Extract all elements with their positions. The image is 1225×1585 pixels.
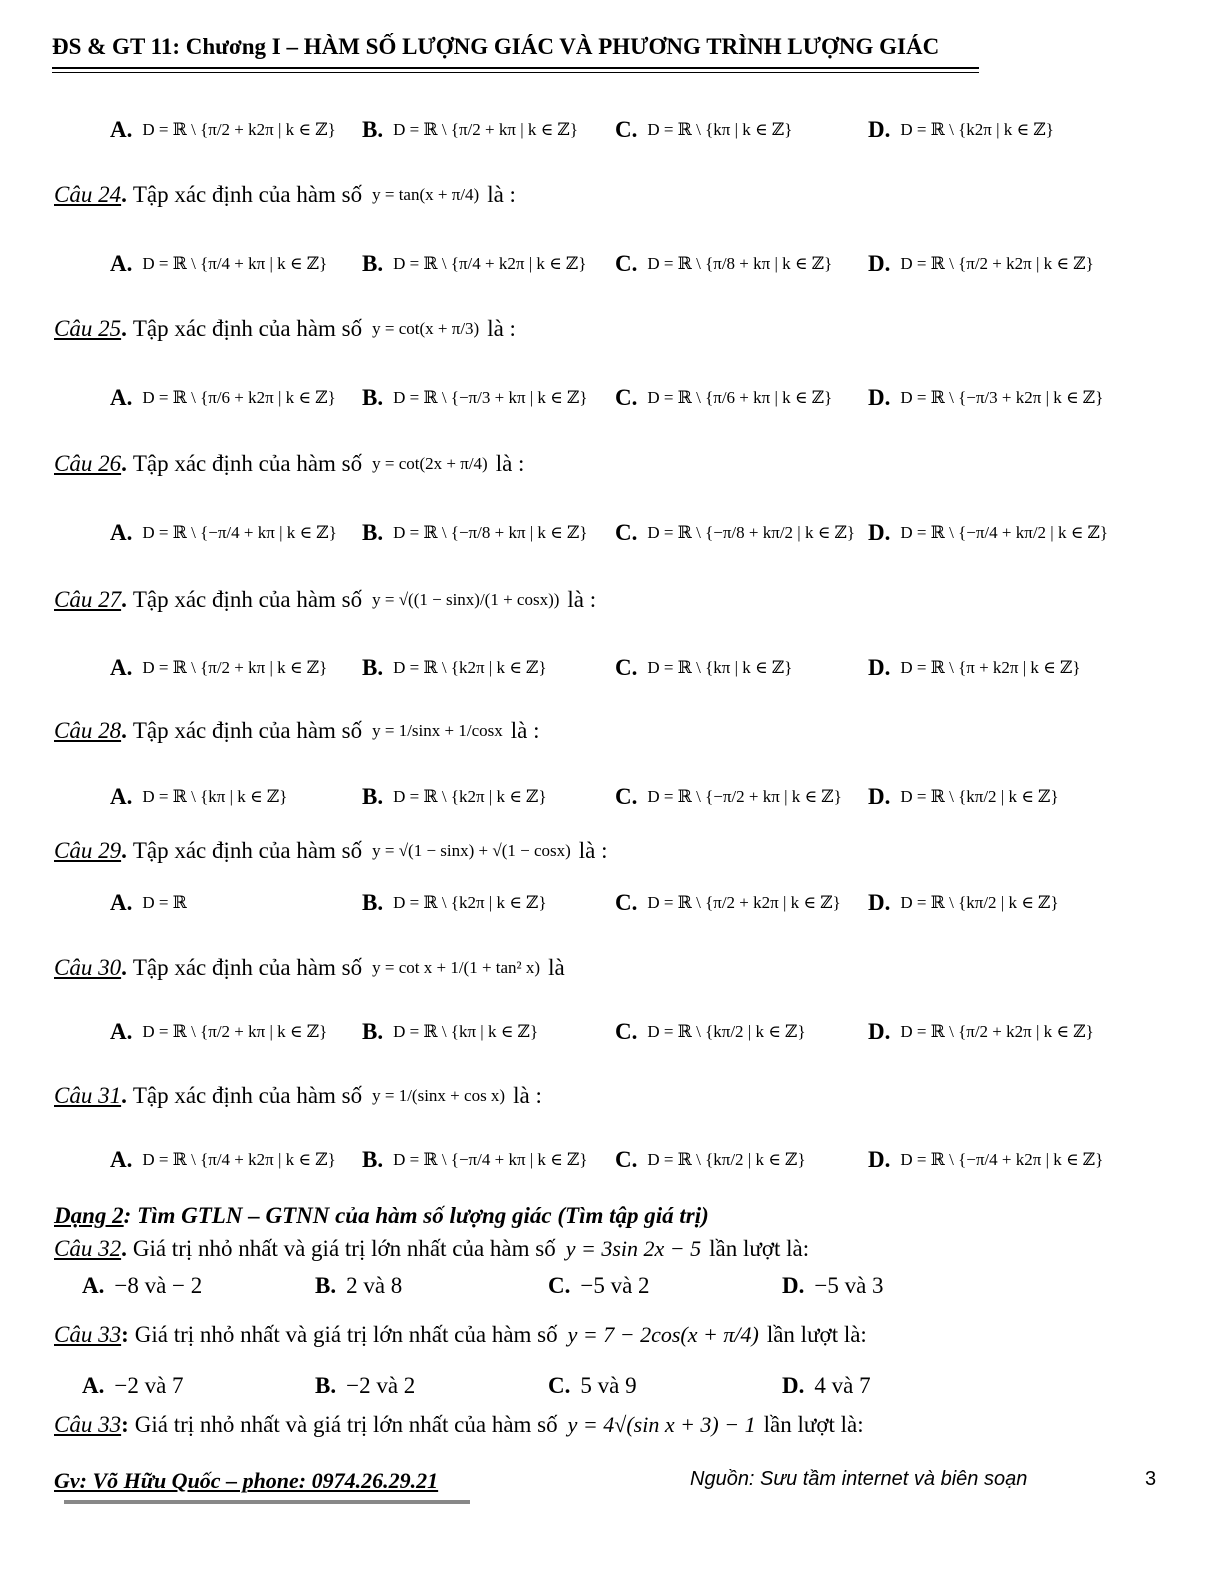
option-d xyxy=(868,873,1059,933)
option-formula: D = ℝ \ {k2π | k ∈ ℤ} xyxy=(393,658,547,677)
option-formula: D = ℝ \ {π/6 + k2π | k ∈ ℤ} xyxy=(142,388,336,407)
option-label: D. xyxy=(868,890,891,915)
question-stem: Câu 30 . Tập xác định của hàm số y = cot x + 1/(1 + tan² x) là xyxy=(54,955,565,980)
question-stem: Câu 25 . Tập xác định của hàm số y = cot(x + π/3) là : xyxy=(54,316,516,341)
option-formula: D = ℝ \ {π/4 + k2π | k ∈ ℤ} xyxy=(142,1150,336,1169)
option-d xyxy=(868,1002,1094,1062)
question-number: Câu 32 xyxy=(54,1236,122,1261)
option-b xyxy=(362,873,547,933)
option-a xyxy=(110,1130,336,1190)
option-d xyxy=(868,638,1081,698)
option-label: D. xyxy=(868,655,891,680)
question-number: Câu 33 xyxy=(54,1412,122,1437)
page-footer xyxy=(0,1468,1225,1498)
question-formula: y = 3sin 2x − 5 xyxy=(565,1236,702,1261)
footer-rule xyxy=(64,1500,470,1504)
option-formula: D = ℝ \ {π/2 + k2π | k ∈ ℤ} xyxy=(900,254,1094,273)
option-formula: D = ℝ \ {π/4 + kπ | k ∈ ℤ} xyxy=(142,254,328,273)
question-formula: y = 7 − 2cos(x + π/4) xyxy=(567,1322,759,1347)
option-d xyxy=(868,767,1059,827)
question-tail: là : xyxy=(567,587,597,612)
option-label: C. xyxy=(615,890,638,915)
option-label: A. xyxy=(110,1019,133,1044)
option-formula: D = ℝ \ {π/2 + k2π | k ∈ ℤ} xyxy=(142,120,336,139)
option-formula: D = ℝ \ {−π/4 + kπ | k ∈ ℤ} xyxy=(393,1150,588,1169)
question-formula: y = tan(x + π/4) xyxy=(372,185,480,204)
question-formula: y = 1/(sinx + cos x) xyxy=(372,1086,506,1105)
option-c xyxy=(615,1130,806,1190)
option-formula: D = ℝ \ {k2π | k ∈ ℤ} xyxy=(393,787,547,806)
option-d xyxy=(868,503,1108,563)
option-label: C. xyxy=(615,520,638,545)
option-label: B. xyxy=(362,520,384,545)
option-value: −8 và − 2 xyxy=(114,1273,203,1298)
option-label: B. xyxy=(315,1273,337,1298)
option-formula: D = ℝ \ {kπ | k ∈ ℤ} xyxy=(393,1022,539,1041)
question-options xyxy=(0,1256,1225,1316)
option-label: D. xyxy=(868,520,891,545)
option-label: A. xyxy=(110,251,133,276)
option-b xyxy=(315,1256,402,1316)
question-text: Tập xác định của hàm số xyxy=(132,955,363,980)
option-formula: D = ℝ \ {−π/4 + k2π | k ∈ ℤ} xyxy=(900,1150,1104,1169)
option-label: A. xyxy=(110,1147,133,1172)
option-formula: D = ℝ \ {π/8 + kπ | k ∈ ℤ} xyxy=(647,254,833,273)
option-b xyxy=(315,1356,415,1416)
option-c xyxy=(615,368,832,428)
option-b xyxy=(362,368,588,428)
option-c xyxy=(615,873,841,933)
option-label: B. xyxy=(315,1373,337,1398)
option-d xyxy=(868,1130,1103,1190)
option-formula: D = ℝ \ {π/2 + kπ | k ∈ ℤ} xyxy=(142,658,328,677)
option-label: A. xyxy=(82,1373,105,1398)
question-options xyxy=(0,767,1225,827)
option-formula: D = ℝ \ {kπ/2 | k ∈ ℤ} xyxy=(900,787,1059,806)
option-d xyxy=(868,234,1094,294)
option-label: C. xyxy=(548,1373,571,1398)
option-value: 5 và 9 xyxy=(580,1373,637,1398)
option-label: D. xyxy=(782,1373,805,1398)
option-c xyxy=(615,638,792,698)
option-label: C. xyxy=(615,385,638,410)
question-options xyxy=(0,1356,1225,1416)
question-tail: là : xyxy=(487,182,516,207)
option-label: B. xyxy=(362,1147,384,1172)
option-formula: D = ℝ \ {π + k2π | k ∈ ℤ} xyxy=(900,658,1081,677)
question-options xyxy=(0,368,1225,428)
option-d xyxy=(868,368,1103,428)
option-b xyxy=(362,638,547,698)
option-d: D. D = ℝ \ {k2π | k ∈ ℤ} xyxy=(868,117,1054,142)
question-text: Tập xác định của hàm số xyxy=(132,182,363,207)
option-c xyxy=(548,1356,637,1416)
option-d xyxy=(782,1256,884,1316)
option-label: B. xyxy=(362,251,384,276)
option-c xyxy=(615,503,855,563)
question-stem: Câu 27 . Tập xác định của hàm số y = √((1 − sinx)/(1 + cosx)) là : xyxy=(54,587,597,612)
option-label: B. xyxy=(362,1019,384,1044)
option-b xyxy=(362,234,587,294)
question-options xyxy=(0,234,1225,294)
question-text: Tập xác định của hàm số xyxy=(132,451,363,476)
question-text: Tập xác định của hàm số xyxy=(132,838,363,863)
option-c xyxy=(615,1002,806,1062)
option-a xyxy=(110,503,337,563)
option-label: D. xyxy=(868,784,891,809)
question-options xyxy=(0,1130,1225,1190)
option-label: B. xyxy=(362,385,384,410)
option-label: D. xyxy=(868,385,891,410)
option-formula: D = ℝ \ {−π/2 + kπ | k ∈ ℤ} xyxy=(647,787,842,806)
question-tail: là : xyxy=(578,838,608,863)
option-formula: D = ℝ \ {π/2 + k2π | k ∈ ℤ} xyxy=(900,1022,1094,1041)
question-number: Câu 27 xyxy=(54,587,122,612)
question-tail: lần lượt là: xyxy=(709,1236,810,1261)
option-c xyxy=(615,234,832,294)
header-rule-thin xyxy=(52,72,979,73)
option-value: −5 và 3 xyxy=(814,1273,884,1298)
question-stem: Câu 28 . Tập xác định của hàm số y = 1/sinx + 1/cosx là : xyxy=(54,718,540,743)
question-tail: là : xyxy=(495,451,525,476)
question-stem: Câu 33 : Giá trị nhỏ nhất và giá trị lớn nhất của hàm số y = 4√(sin x + 3) − 1 lần lượt là: xyxy=(54,1412,864,1437)
option-value: −2 và 7 xyxy=(114,1373,184,1398)
question-formula: y = √(1 − sinx) + √(1 − cosx) xyxy=(372,841,571,860)
question-number: Câu 25 xyxy=(54,316,122,341)
option-label: A. xyxy=(110,520,133,545)
option-b xyxy=(362,1002,538,1062)
question-tail: lần lượt là: xyxy=(763,1412,864,1437)
header-rule xyxy=(52,67,979,69)
option-formula: D = ℝ \ {π/4 + k2π | k ∈ ℤ} xyxy=(393,254,587,273)
question-stem: Câu 31 . Tập xác định của hàm số y = 1/(sinx + cos x) là : xyxy=(54,1083,542,1108)
header-title: ĐS & GT 11: Chương I – HÀM SỐ LƯỢNG GIÁC VÀ PHƯƠNG TRÌNH LƯỢNG GIÁC xyxy=(52,34,940,59)
option-a xyxy=(110,234,327,294)
option-formula: D = ℝ \ {−π/3 + k2π | k ∈ ℤ} xyxy=(900,388,1104,407)
option-formula: D = ℝ \ {kπ/2 | k ∈ ℤ} xyxy=(647,1150,806,1169)
q23-options xyxy=(0,100,1225,160)
question-options xyxy=(0,503,1225,563)
question-options xyxy=(0,638,1225,698)
option-a xyxy=(110,368,336,428)
option-label: C. xyxy=(615,251,638,276)
question-formula: y = 4√(sin x + 3) − 1 xyxy=(567,1412,756,1437)
option-label: C. xyxy=(615,655,638,680)
option-formula: D = ℝ \ {π/2 + k2π | k ∈ ℤ} xyxy=(647,893,841,912)
option-formula: D = ℝ \ {−π/3 + kπ | k ∈ ℤ} xyxy=(393,388,588,407)
question-tail: là xyxy=(548,955,565,980)
question-stem: Câu 29 . Tập xác định của hàm số y = √(1 − sinx) + √(1 − cosx) là : xyxy=(54,838,608,863)
question-tail: là : xyxy=(487,316,516,341)
option-label: C. xyxy=(615,1019,638,1044)
option-a xyxy=(110,638,327,698)
option-formula: D = ℝ \ {−π/8 + kπ/2 | k ∈ ℤ} xyxy=(647,523,856,542)
question-number: Câu 24 xyxy=(54,182,122,207)
option-formula: D = ℝ \ {kπ/2 | k ∈ ℤ} xyxy=(900,893,1059,912)
option-label: D. xyxy=(868,1147,891,1172)
option-label: D. xyxy=(782,1273,805,1298)
question-stem: Câu 32 . Giá trị nhỏ nhất và giá trị lớn nhất của hàm số y = 3sin 2x − 5 lần lượt là: xyxy=(54,1236,810,1261)
option-c: C. D = ℝ \ {kπ | k ∈ ℤ} xyxy=(615,117,793,142)
section-heading xyxy=(54,1203,709,1229)
option-label: B. xyxy=(362,784,384,809)
question-number: Câu 31 xyxy=(54,1083,122,1108)
question-options xyxy=(0,873,1225,933)
option-label: C. xyxy=(615,1147,638,1172)
option-b xyxy=(362,503,588,563)
question-stem: Câu 24 . Tập xác định của hàm số y = tan(x + π/4) là : xyxy=(54,182,516,207)
option-label: B. xyxy=(362,655,384,680)
option-formula: D = ℝ \ {π/2 + kπ | k ∈ ℤ} xyxy=(142,1022,328,1041)
question-text: Tập xác định của hàm số xyxy=(132,316,363,341)
option-label: A. xyxy=(110,890,133,915)
option-label: A. xyxy=(82,1273,105,1298)
question-number: Câu 30 xyxy=(54,955,122,980)
question-stem: Câu 33 : Giá trị nhỏ nhất và giá trị lớn nhất của hàm số y = 7 − 2cos(x + π/4) lần lượt là: xyxy=(54,1322,867,1347)
question-tail: lần lượt là: xyxy=(766,1322,867,1347)
option-formula: D = ℝ \ {π/2 + kπ | k ∈ ℤ} xyxy=(393,120,579,139)
option-a xyxy=(82,1356,184,1416)
option-a xyxy=(82,1256,202,1316)
option-value: −5 và 2 xyxy=(580,1273,650,1298)
question-text: Tập xác định của hàm số xyxy=(132,1083,363,1108)
option-label: A. xyxy=(110,784,133,809)
option-c xyxy=(548,1256,650,1316)
question-options xyxy=(0,1002,1225,1062)
question-stem: Câu 26 . Tập xác định của hàm số y = cot(2x + π/4) là : xyxy=(54,451,525,476)
question-number: Câu 26 xyxy=(54,451,122,476)
option-label: A. xyxy=(110,385,133,410)
option-formula: D = ℝ \ {kπ | k ∈ ℤ} xyxy=(647,120,793,139)
question-formula: y = cot(2x + π/4) xyxy=(372,454,488,473)
option-b xyxy=(362,767,547,827)
question-text: Giá trị nhỏ nhất và giá trị lớn nhất của hàm số xyxy=(134,1412,558,1437)
option-label: C. xyxy=(548,1273,571,1298)
section-title: : Tìm GTLN – GTNN của hàm số lượng giác (Tìm tập giá trị) xyxy=(123,1203,709,1228)
option-b: B. D = ℝ \ {π/2 + kπ | k ∈ ℤ} xyxy=(362,117,579,142)
page-number: 3 xyxy=(1145,1468,1157,1490)
option-b xyxy=(362,1130,588,1190)
question-number: Câu 33 xyxy=(54,1322,122,1347)
option-value: 2 và 8 xyxy=(346,1273,403,1298)
option-d xyxy=(782,1356,871,1416)
option-label: B. xyxy=(362,890,384,915)
option-label: C. xyxy=(615,784,638,809)
question-number: Câu 28 xyxy=(54,718,122,743)
option-a xyxy=(110,1002,327,1062)
option-formula: D = ℝ \ {kπ | k ∈ ℤ} xyxy=(647,658,793,677)
option-formula: D = ℝ \ {−π/4 + kπ/2 | k ∈ ℤ} xyxy=(900,523,1109,542)
option-a xyxy=(110,767,287,827)
question-tail: là : xyxy=(513,1083,542,1108)
section-prefix: Dạng 2 xyxy=(54,1203,124,1228)
option-a: A. D = ℝ \ {π/2 + k2π | k ∈ ℤ} xyxy=(110,117,336,142)
question-formula: y = cot(x + π/3) xyxy=(372,319,480,338)
footer-source: Nguồn: Sưu tầm internet và biên soạn xyxy=(690,1468,1028,1490)
option-formula: D = ℝ \ {kπ/2 | k ∈ ℤ} xyxy=(647,1022,806,1041)
option-formula: D = ℝ \ {π/6 + kπ | k ∈ ℤ} xyxy=(647,388,833,407)
option-value: −2 và 2 xyxy=(346,1373,416,1398)
option-formula: D = ℝ \ {k2π | k ∈ ℤ} xyxy=(900,120,1054,139)
footer-author: Gv: Võ Hữu Quốc – phone: 0974.26.29.21 xyxy=(54,1468,439,1493)
option-label: D. xyxy=(868,251,891,276)
option-formula: D = ℝ xyxy=(142,893,187,912)
question-text: Tập xác định của hàm số xyxy=(132,587,363,612)
option-a xyxy=(110,873,187,933)
option-formula: D = ℝ \ {k2π | k ∈ ℤ} xyxy=(393,893,547,912)
option-c xyxy=(615,767,842,827)
question-text: Giá trị nhỏ nhất và giá trị lớn nhất của hàm số xyxy=(134,1322,558,1347)
question-formula: y = 1/sinx + 1/cosx xyxy=(372,721,503,740)
option-formula: D = ℝ \ {−π/8 + kπ | k ∈ ℤ} xyxy=(393,523,588,542)
question-formula: y = √((1 − sinx)/(1 + cosx)) xyxy=(372,590,560,609)
option-label: A. xyxy=(110,655,133,680)
option-formula: D = ℝ \ {kπ | k ∈ ℤ} xyxy=(142,787,288,806)
question-text: Giá trị nhỏ nhất và giá trị lớn nhất của hàm số xyxy=(132,1236,556,1261)
question-formula: y = cot x + 1/(1 + tan² x) xyxy=(372,958,541,977)
question-text: Tập xác định của hàm số xyxy=(132,718,363,743)
option-label: D. xyxy=(868,1019,891,1044)
option-value: 4 và 7 xyxy=(814,1373,871,1398)
question-number: Câu 29 xyxy=(54,838,122,863)
question-tail: là : xyxy=(510,718,540,743)
option-formula: D = ℝ \ {−π/4 + kπ | k ∈ ℤ} xyxy=(142,523,337,542)
